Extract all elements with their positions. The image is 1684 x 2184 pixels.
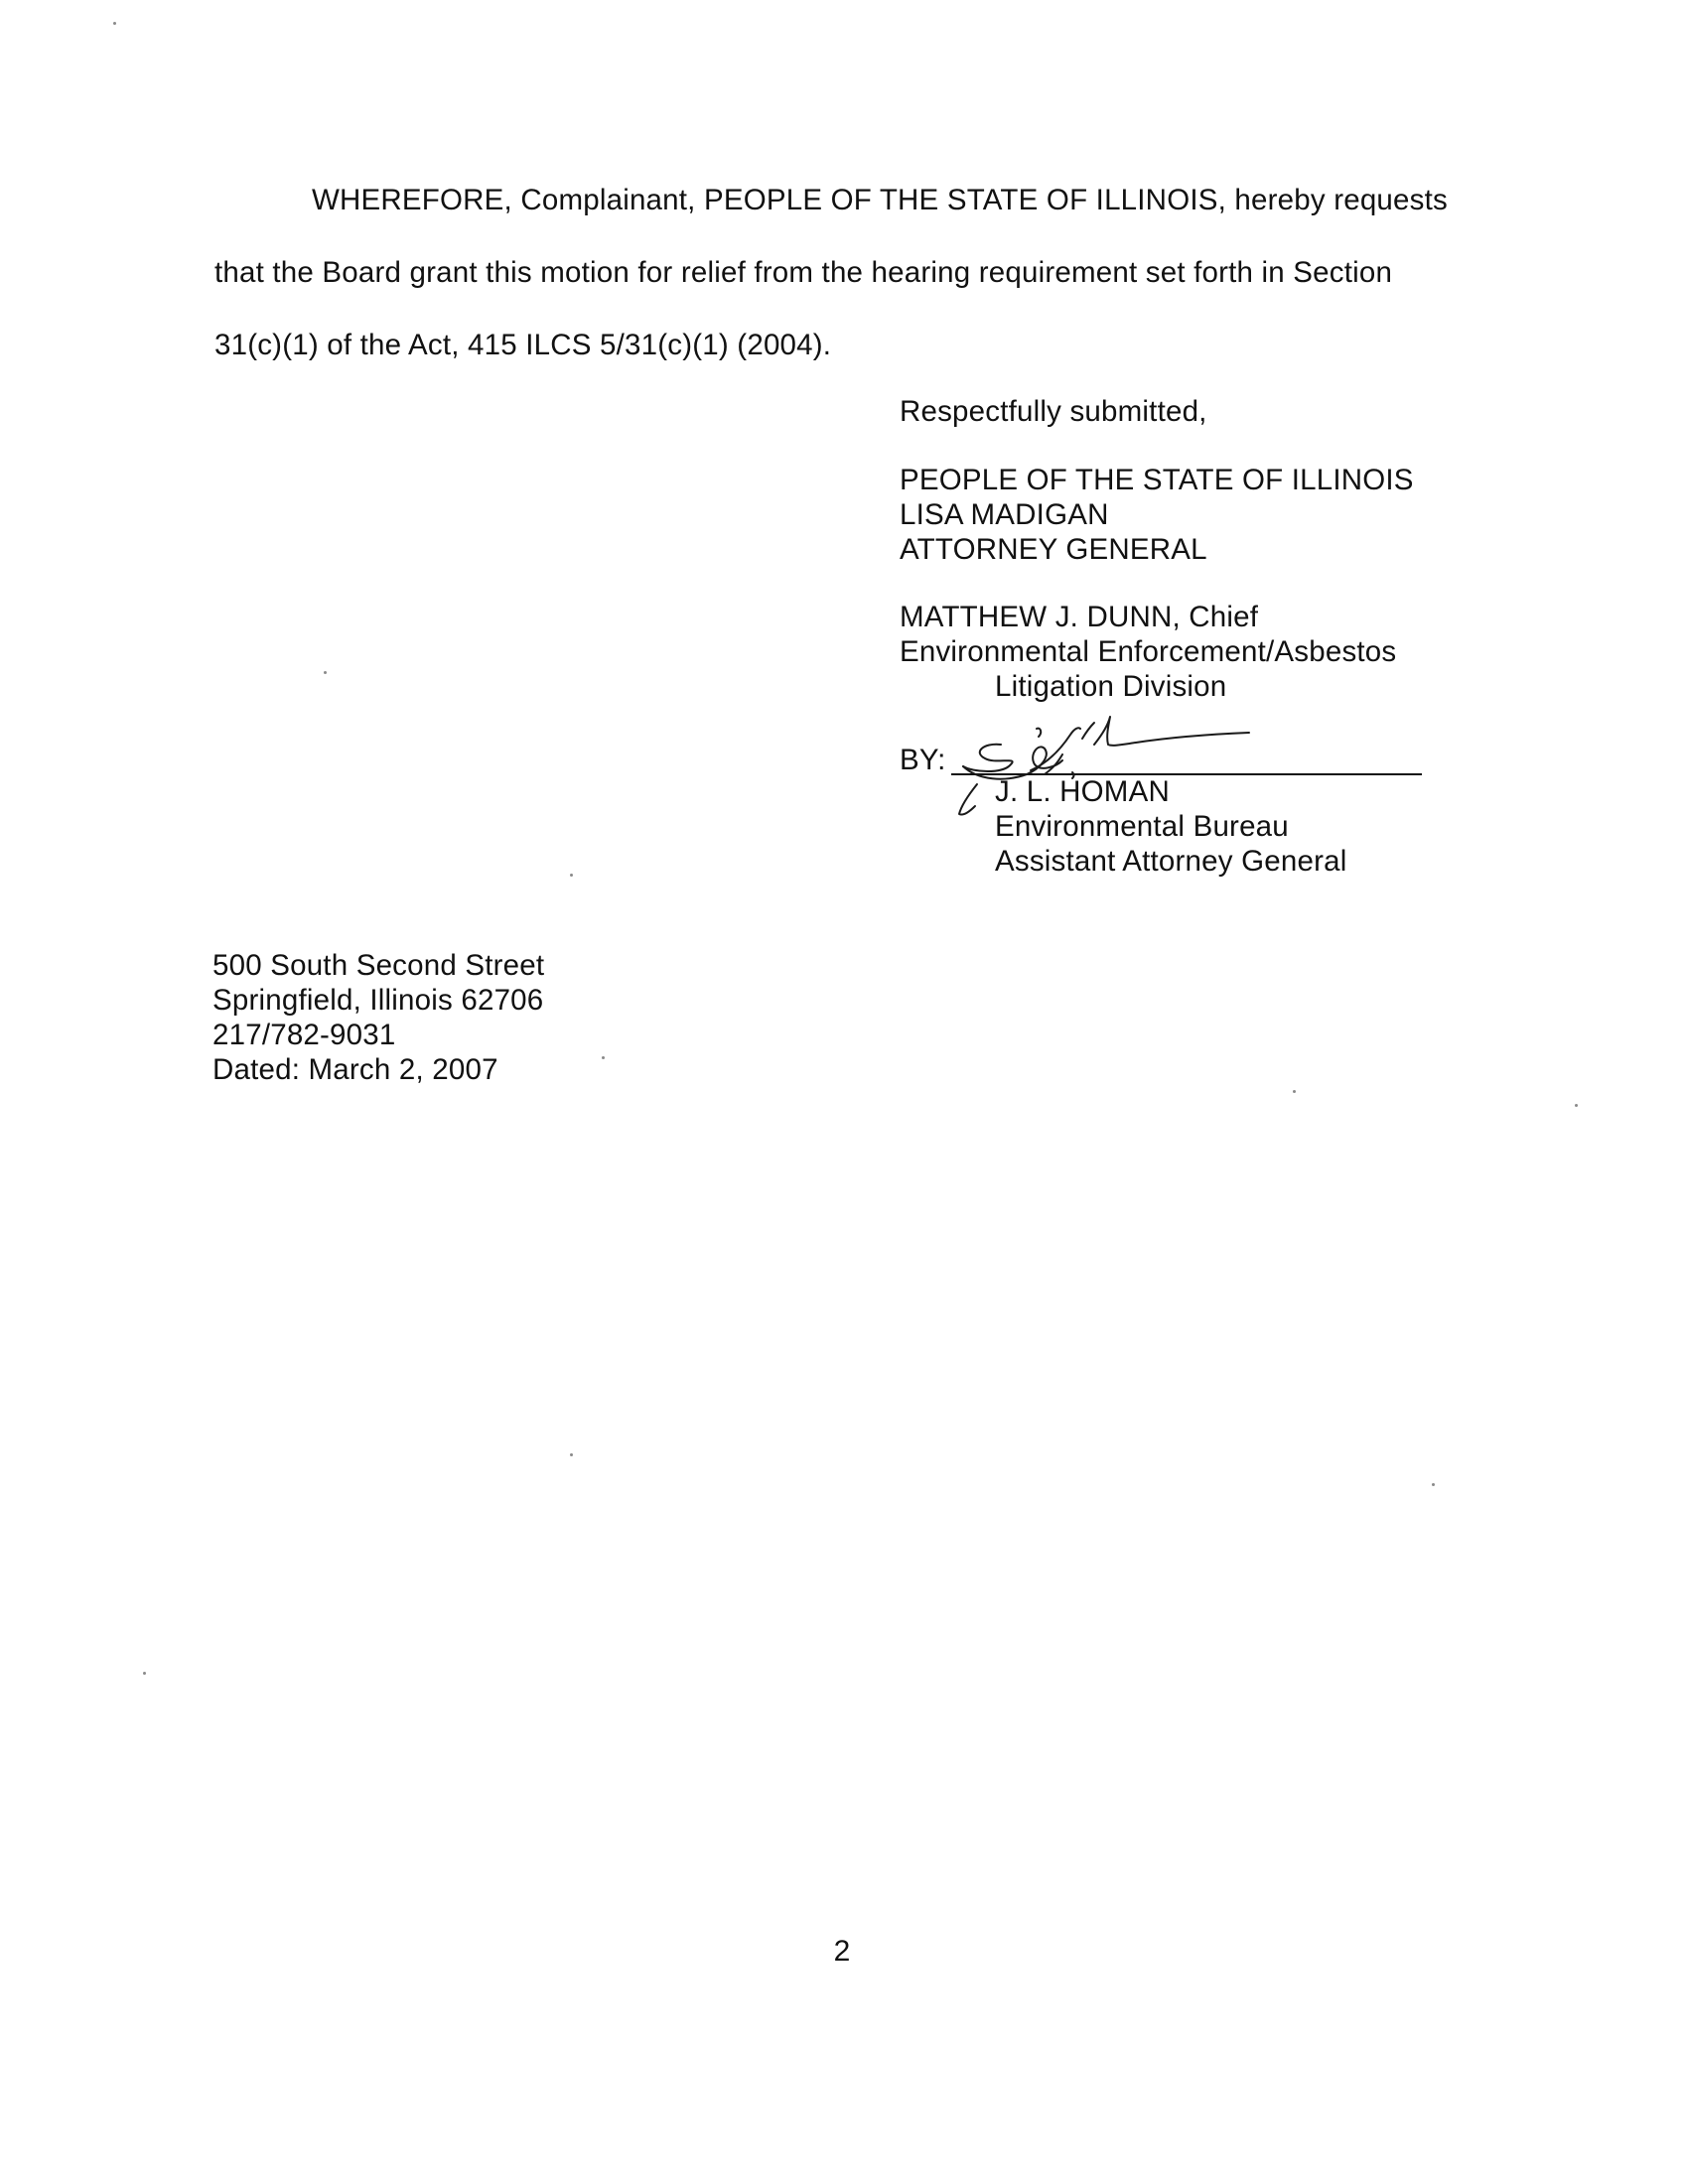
division-line-1: MATTHEW J. DUNN, Chief — [900, 601, 1259, 633]
address-block — [212, 948, 544, 1087]
body-line-2: that the Board grant this motion for relief from the hearing requirement set forth in Section — [214, 256, 1393, 289]
address-phone: 217/782-9031 — [212, 1019, 396, 1051]
scan-speck — [570, 874, 573, 877]
scan-speck — [324, 671, 327, 674]
address-dated: Dated: March 2, 2007 — [212, 1053, 498, 1086]
signer-name: J. L. HOMAN — [995, 775, 1170, 808]
scan-speck — [602, 1056, 605, 1059]
page-number: 2 — [833, 1935, 851, 1968]
by-label: BY: — [900, 744, 946, 776]
signer-block — [995, 774, 1346, 879]
party-line-2: LISA MADIGAN — [900, 498, 1109, 531]
division-line-3: Litigation Division — [995, 670, 1227, 703]
party-line-3: ATTORNEY GENERAL — [900, 533, 1207, 566]
address-city: Springfield, Illinois 62706 — [212, 984, 544, 1017]
scan-speck — [113, 22, 116, 25]
signer-bureau: Environmental Bureau — [995, 810, 1289, 843]
signer-title: Assistant Attorney General — [995, 845, 1347, 878]
body-line-3: 31(c)(1) of the Act, 415 ILCS 5/31(c)(1) (2004). — [214, 329, 832, 361]
scan-speck — [143, 1672, 146, 1675]
party-block — [900, 463, 1414, 567]
body-line-1: WHEREFORE, Complainant, PEOPLE OF THE STATE OF ILLINOIS, hereby requests — [312, 184, 1448, 216]
division-line-2: Environmental Enforcement/Asbestos — [900, 635, 1397, 668]
scan-speck — [1293, 1090, 1296, 1093]
scan-speck — [1575, 1104, 1578, 1107]
scan-speck — [1432, 1483, 1435, 1486]
closing: Respectfully submitted, — [900, 395, 1207, 428]
scan-speck — [570, 1453, 573, 1456]
division-block — [900, 600, 1396, 704]
address-street: 500 South Second Street — [212, 949, 545, 982]
party-line-1: PEOPLE OF THE STATE OF ILLINOIS — [900, 464, 1414, 496]
